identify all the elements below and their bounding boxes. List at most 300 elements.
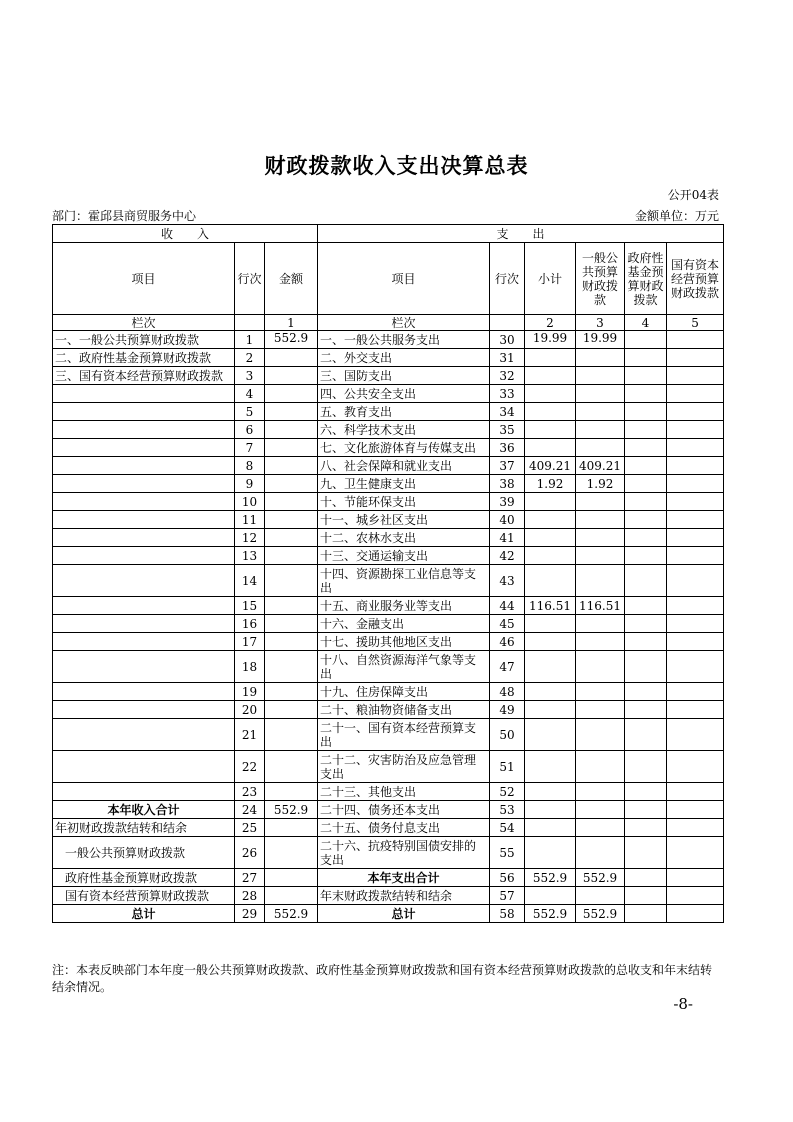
expense-item-cell: 七、文化旅游体育与传媒支出 — [318, 439, 490, 457]
income-item-cell — [53, 421, 235, 439]
state-capital-cell — [667, 651, 724, 683]
column-index-2: 2 — [525, 315, 576, 331]
expense-line-cell: 47 — [490, 651, 525, 683]
income-item-cell: 年初财政拨款结转和结余 — [53, 819, 235, 837]
state-capital-cell — [667, 801, 724, 819]
state-capital-cell — [667, 349, 724, 367]
general-budget-cell: 552.9 — [576, 905, 625, 923]
expense-line-cell: 50 — [490, 719, 525, 751]
expense-line-cell: 44 — [490, 597, 525, 615]
table-row — [53, 421, 724, 439]
income-item-cell — [53, 783, 235, 801]
table-row — [53, 385, 724, 403]
column-index-1: 1 — [265, 315, 318, 331]
subtotal-cell — [525, 683, 576, 701]
gov-fund-cell — [625, 905, 667, 923]
expense-item-cell: 二十二、灾害防治及应急管理支出 — [318, 751, 490, 783]
table-row — [53, 615, 724, 633]
general-budget-cell — [576, 511, 625, 529]
general-budget-cell — [576, 701, 625, 719]
state-capital-cell — [667, 457, 724, 475]
income-amount-cell — [265, 615, 318, 633]
gov-fund-cell — [625, 367, 667, 385]
state-capital-header: 国有资本经营预算财政拨款 — [667, 243, 724, 315]
expense-item-cell: 六、科学技术支出 — [318, 421, 490, 439]
expense-item-cell: 八、社会保障和就业支出 — [318, 457, 490, 475]
income-line-cell: 28 — [235, 887, 265, 905]
table-row — [53, 819, 724, 837]
income-item-header: 项目 — [53, 243, 235, 315]
income-item-cell — [53, 633, 235, 651]
gov-fund-cell — [625, 403, 667, 421]
general-budget-header: 一般公共预算财政拨款 — [576, 243, 625, 315]
subtotal-cell — [525, 615, 576, 633]
expense-item-cell: 十七、援助其他地区支出 — [318, 633, 490, 651]
income-line-cell: 6 — [235, 421, 265, 439]
gov-fund-cell — [625, 493, 667, 511]
subtotal-cell — [525, 837, 576, 869]
state-capital-cell — [667, 701, 724, 719]
state-capital-cell — [667, 547, 724, 565]
state-capital-cell — [667, 597, 724, 615]
income-amount-cell — [265, 367, 318, 385]
income-amount-cell — [265, 719, 318, 751]
table-row — [53, 331, 724, 349]
income-line-cell: 2 — [235, 349, 265, 367]
income-amount-cell: 552.9 — [265, 331, 318, 349]
expense-item-cell: 二、外交支出 — [318, 349, 490, 367]
subtotal-cell — [525, 421, 576, 439]
income-amount-cell — [265, 421, 318, 439]
subtotal-cell — [525, 651, 576, 683]
expense-line-cell: 33 — [490, 385, 525, 403]
table-code: 公开04表 — [667, 188, 719, 202]
department-label: 部门：霍邱县商贸服务中心 — [52, 209, 197, 223]
table-row — [53, 493, 724, 511]
expense-item-cell: 九、卫生健康支出 — [318, 475, 490, 493]
state-capital-cell — [667, 615, 724, 633]
income-amount-cell — [265, 701, 318, 719]
general-budget-cell — [576, 403, 625, 421]
expense-item-cell: 十四、资源勘探工业信息等支出 — [318, 565, 490, 597]
table-row — [53, 751, 724, 783]
state-capital-cell — [667, 719, 724, 751]
income-item-cell — [53, 475, 235, 493]
income-item-cell — [53, 457, 235, 475]
subtotal-cell: 116.51 — [525, 597, 576, 615]
income-item-cell — [53, 439, 235, 457]
income-line-cell: 5 — [235, 403, 265, 421]
table-row — [53, 597, 724, 615]
gov-fund-cell — [625, 547, 667, 565]
income-line-cell: 9 — [235, 475, 265, 493]
income-line-cell: 13 — [235, 547, 265, 565]
general-budget-cell — [576, 385, 625, 403]
table-row — [53, 905, 724, 923]
income-item-cell: 一、一般公共预算财政拨款 — [53, 331, 235, 349]
expense-line-cell: 30 — [490, 331, 525, 349]
subtotal-cell — [525, 783, 576, 801]
state-capital-cell — [667, 683, 724, 701]
income-amount-cell — [265, 385, 318, 403]
expense-line-cell: 52 — [490, 783, 525, 801]
subtotal-cell — [525, 701, 576, 719]
income-amount-cell — [265, 547, 318, 565]
gov-fund-cell — [625, 439, 667, 457]
subtotal-cell — [525, 349, 576, 367]
income-item-cell — [53, 751, 235, 783]
expense-item-cell: 二十五、债务付息支出 — [318, 819, 490, 837]
income-line-cell: 23 — [235, 783, 265, 801]
gov-fund-cell — [625, 887, 667, 905]
income-amount-cell — [265, 837, 318, 869]
gov-fund-cell — [625, 511, 667, 529]
expense-line-cell: 43 — [490, 565, 525, 597]
income-amount-cell — [265, 783, 318, 801]
expense-item-cell: 十六、金融支出 — [318, 615, 490, 633]
state-capital-cell — [667, 421, 724, 439]
expense-line-cell: 58 — [490, 905, 525, 923]
table-row — [53, 837, 724, 869]
income-amount-cell — [265, 819, 318, 837]
general-budget-cell — [576, 783, 625, 801]
subtotal-cell — [525, 751, 576, 783]
income-amount-cell — [265, 403, 318, 421]
general-budget-cell — [576, 615, 625, 633]
income-line-cell: 26 — [235, 837, 265, 869]
gov-fund-cell — [625, 633, 667, 651]
expense-line-cell: 56 — [490, 869, 525, 887]
table-row — [53, 869, 724, 887]
expense-line-cell: 41 — [490, 529, 525, 547]
income-amount-cell — [265, 475, 318, 493]
income-amount-header: 金额 — [265, 243, 318, 315]
fiscal-summary-table — [52, 224, 724, 923]
expense-line-cell: 53 — [490, 801, 525, 819]
income-line-cell: 7 — [235, 439, 265, 457]
income-line-cell: 19 — [235, 683, 265, 701]
gov-fund-cell — [625, 615, 667, 633]
expense-item-cell: 十二、农林水支出 — [318, 529, 490, 547]
income-line-cell: 3 — [235, 367, 265, 385]
income-line-cell: 14 — [235, 565, 265, 597]
subtotal-cell — [525, 529, 576, 547]
expense-item-cell: 二十一、国有资本经营预算支出 — [318, 719, 490, 751]
expense-line-cell: 51 — [490, 751, 525, 783]
expense-line-cell: 37 — [490, 457, 525, 475]
expense-line-cell: 48 — [490, 683, 525, 701]
expense-item-cell: 三、国防支出 — [318, 367, 490, 385]
table-row — [53, 367, 724, 385]
gov-fund-cell — [625, 597, 667, 615]
gov-fund-cell — [625, 801, 667, 819]
expense-item-cell: 二十三、其他支出 — [318, 783, 490, 801]
income-item-cell — [53, 651, 235, 683]
general-budget-cell: 19.99 — [576, 331, 625, 349]
income-item-cell — [53, 547, 235, 565]
general-budget-cell — [576, 751, 625, 783]
subtotal-cell — [525, 633, 576, 651]
income-amount-cell — [265, 751, 318, 783]
income-line-cell: 25 — [235, 819, 265, 837]
gov-fund-cell — [625, 457, 667, 475]
gov-fund-cell — [625, 349, 667, 367]
state-capital-cell — [667, 385, 724, 403]
gov-fund-cell — [625, 385, 667, 403]
expense-item-cell: 十、节能环保支出 — [318, 493, 490, 511]
state-capital-cell — [667, 869, 724, 887]
gov-fund-cell — [625, 837, 667, 869]
general-budget-cell — [576, 493, 625, 511]
income-amount-cell — [265, 651, 318, 683]
subtotal-cell: 1.92 — [525, 475, 576, 493]
subtotal-header: 小计 — [525, 243, 576, 315]
general-budget-cell — [576, 801, 625, 819]
general-budget-cell — [576, 683, 625, 701]
expense-line-cell: 49 — [490, 701, 525, 719]
table-row — [53, 565, 724, 597]
income-amount-cell — [265, 597, 318, 615]
expense-line-cell: 55 — [490, 837, 525, 869]
expense-item-cell: 十九、住房保障支出 — [318, 683, 490, 701]
expense-item-cell: 一、一般公共服务支出 — [318, 331, 490, 349]
expense-item-cell: 年末财政拨款结转和结余 — [318, 887, 490, 905]
subtotal-cell — [525, 887, 576, 905]
income-line-cell: 15 — [235, 597, 265, 615]
general-budget-cell — [576, 633, 625, 651]
state-capital-cell — [667, 633, 724, 651]
gov-fund-cell — [625, 869, 667, 887]
table-row — [53, 887, 724, 905]
state-capital-cell — [667, 529, 724, 547]
gov-fund-cell — [625, 651, 667, 683]
income-item-cell — [53, 719, 235, 751]
income-line-cell: 29 — [235, 905, 265, 923]
expense-line-cell: 38 — [490, 475, 525, 493]
state-capital-cell — [667, 565, 724, 597]
page-number: -8- — [673, 995, 693, 1013]
income-line-cell: 22 — [235, 751, 265, 783]
expense-item-header: 项目 — [318, 243, 490, 315]
income-item-cell — [53, 403, 235, 421]
expense-line-cell: 35 — [490, 421, 525, 439]
income-item-cell — [53, 701, 235, 719]
table-row — [53, 547, 724, 565]
expense-item-cell: 十一、城乡社区支出 — [318, 511, 490, 529]
state-capital-cell — [667, 511, 724, 529]
gov-fund-cell — [625, 751, 667, 783]
income-item-cell: 一般公共预算财政拨款 — [53, 837, 235, 869]
gov-fund-cell — [625, 719, 667, 751]
gov-fund-cell — [625, 331, 667, 349]
expense-line-header: 行次 — [490, 243, 525, 315]
general-budget-cell — [576, 651, 625, 683]
income-line-cell: 17 — [235, 633, 265, 651]
general-budget-cell: 552.9 — [576, 869, 625, 887]
income-amount-cell — [265, 683, 318, 701]
income-line-cell: 10 — [235, 493, 265, 511]
income-item-cell: 二、政府性基金预算财政拨款 — [53, 349, 235, 367]
subtotal-cell — [525, 547, 576, 565]
general-budget-cell — [576, 547, 625, 565]
column-index-label: 栏次 — [318, 315, 490, 331]
income-amount-cell: 552.9 — [265, 801, 318, 819]
table-row — [53, 719, 724, 751]
subtotal-cell — [525, 403, 576, 421]
expense-item-cell: 十三、交通运输支出 — [318, 547, 490, 565]
income-amount-cell — [265, 439, 318, 457]
income-item-cell — [53, 385, 235, 403]
table-row — [53, 633, 724, 651]
income-amount-cell — [265, 457, 318, 475]
income-line-cell: 11 — [235, 511, 265, 529]
table-note: 注：本表反映部门本年度一般公共预算财政拨款、政府性基金预算财政拨款和国有资本经营预算财政拨款的总收支和年末结转结余情况。 — [52, 963, 713, 994]
expense-line-cell: 42 — [490, 547, 525, 565]
gov-fund-cell — [625, 683, 667, 701]
income-line-cell: 4 — [235, 385, 265, 403]
table-row — [53, 801, 724, 819]
state-capital-cell — [667, 439, 724, 457]
subtotal-cell — [525, 511, 576, 529]
subtotal-cell — [525, 819, 576, 837]
general-budget-cell — [576, 565, 625, 597]
state-capital-cell — [667, 493, 724, 511]
income-line-cell: 8 — [235, 457, 265, 475]
general-budget-cell: 116.51 — [576, 597, 625, 615]
income-line-cell: 21 — [235, 719, 265, 751]
gov-fund-cell — [625, 783, 667, 801]
expense-item-cell: 本年支出合计 — [318, 869, 490, 887]
unit-label: 金额单位：万元 — [634, 209, 719, 223]
income-line-cell: 18 — [235, 651, 265, 683]
general-budget-cell — [576, 439, 625, 457]
subtotal-cell — [525, 565, 576, 597]
expense-item-cell: 五、教育支出 — [318, 403, 490, 421]
income-amount-cell — [265, 633, 318, 651]
gov-fund-cell — [625, 529, 667, 547]
state-capital-cell — [667, 751, 724, 783]
income-item-cell — [53, 511, 235, 529]
income-line-cell: 12 — [235, 529, 265, 547]
state-capital-cell — [667, 887, 724, 905]
income-group-header: 收 入 — [53, 225, 318, 243]
expense-line-cell: 46 — [490, 633, 525, 651]
subtotal-cell: 19.99 — [525, 331, 576, 349]
state-capital-cell — [667, 837, 724, 869]
income-amount-cell — [265, 869, 318, 887]
expense-line-cell: 31 — [490, 349, 525, 367]
table-row — [53, 651, 724, 683]
general-budget-cell: 1.92 — [576, 475, 625, 493]
table-row — [53, 439, 724, 457]
table-row — [53, 683, 724, 701]
expense-item-cell: 二十、粮油物资储备支出 — [318, 701, 490, 719]
general-budget-cell — [576, 819, 625, 837]
general-budget-cell — [576, 421, 625, 439]
income-line-header: 行次 — [235, 243, 265, 315]
expense-line-cell: 34 — [490, 403, 525, 421]
column-index-blank — [235, 315, 265, 331]
gov-fund-cell — [625, 565, 667, 597]
table-row — [53, 475, 724, 493]
general-budget-cell: 409.21 — [576, 457, 625, 475]
expense-line-cell: 39 — [490, 493, 525, 511]
income-amount-cell — [265, 529, 318, 547]
subtotal-cell: 409.21 — [525, 457, 576, 475]
subtotal-cell — [525, 385, 576, 403]
income-line-cell: 27 — [235, 869, 265, 887]
table-row — [53, 349, 724, 367]
income-line-cell: 1 — [235, 331, 265, 349]
income-item-cell — [53, 597, 235, 615]
gov-fund-cell — [625, 475, 667, 493]
income-amount-cell — [265, 565, 318, 597]
income-line-cell: 20 — [235, 701, 265, 719]
expense-item-cell: 十八、自然资源海洋气象等支出 — [318, 651, 490, 683]
expense-line-cell: 57 — [490, 887, 525, 905]
state-capital-cell — [667, 367, 724, 385]
expense-line-cell: 32 — [490, 367, 525, 385]
table-row — [53, 403, 724, 421]
income-item-cell — [53, 683, 235, 701]
state-capital-cell — [667, 905, 724, 923]
income-amount-cell: 552.9 — [265, 905, 318, 923]
income-amount-cell — [265, 493, 318, 511]
gov-fund-cell — [625, 421, 667, 439]
expense-item-cell: 四、公共安全支出 — [318, 385, 490, 403]
income-item-cell: 总计 — [53, 905, 235, 923]
subtotal-cell — [525, 439, 576, 457]
expense-item-cell: 十五、商业服务业等支出 — [318, 597, 490, 615]
state-capital-cell — [667, 783, 724, 801]
expense-item-cell: 二十四、债务还本支出 — [318, 801, 490, 819]
table-row — [53, 783, 724, 801]
income-item-cell — [53, 615, 235, 633]
expense-line-cell: 45 — [490, 615, 525, 633]
table-row — [53, 511, 724, 529]
income-item-cell — [53, 565, 235, 597]
expense-item-cell: 总计 — [318, 905, 490, 923]
income-item-cell: 三、国有资本经营预算财政拨款 — [53, 367, 235, 385]
income-item-cell — [53, 529, 235, 547]
column-index-5: 5 — [667, 315, 724, 331]
income-item-cell: 国有资本经营预算财政拨款 — [53, 887, 235, 905]
state-capital-cell — [667, 819, 724, 837]
expense-item-cell: 二十六、抗疫特别国债安排的支出 — [318, 837, 490, 869]
subtotal-cell: 552.9 — [525, 869, 576, 887]
column-index-4: 4 — [625, 315, 667, 331]
state-capital-cell — [667, 475, 724, 493]
column-index-blank — [490, 315, 525, 331]
page-title: 财政拨款收入支出决算总表 — [264, 153, 529, 178]
general-budget-cell — [576, 529, 625, 547]
table-row — [53, 529, 724, 547]
income-item-cell — [53, 493, 235, 511]
income-line-cell: 16 — [235, 615, 265, 633]
general-budget-cell — [576, 887, 625, 905]
subtotal-cell — [525, 801, 576, 819]
state-capital-cell — [667, 403, 724, 421]
subtotal-cell — [525, 719, 576, 751]
income-amount-cell — [265, 349, 318, 367]
general-budget-cell — [576, 367, 625, 385]
expense-line-cell: 54 — [490, 819, 525, 837]
state-capital-cell — [667, 331, 724, 349]
table-row — [53, 701, 724, 719]
income-amount-cell — [265, 511, 318, 529]
income-item-cell: 本年收入合计 — [53, 801, 235, 819]
table-row — [53, 457, 724, 475]
